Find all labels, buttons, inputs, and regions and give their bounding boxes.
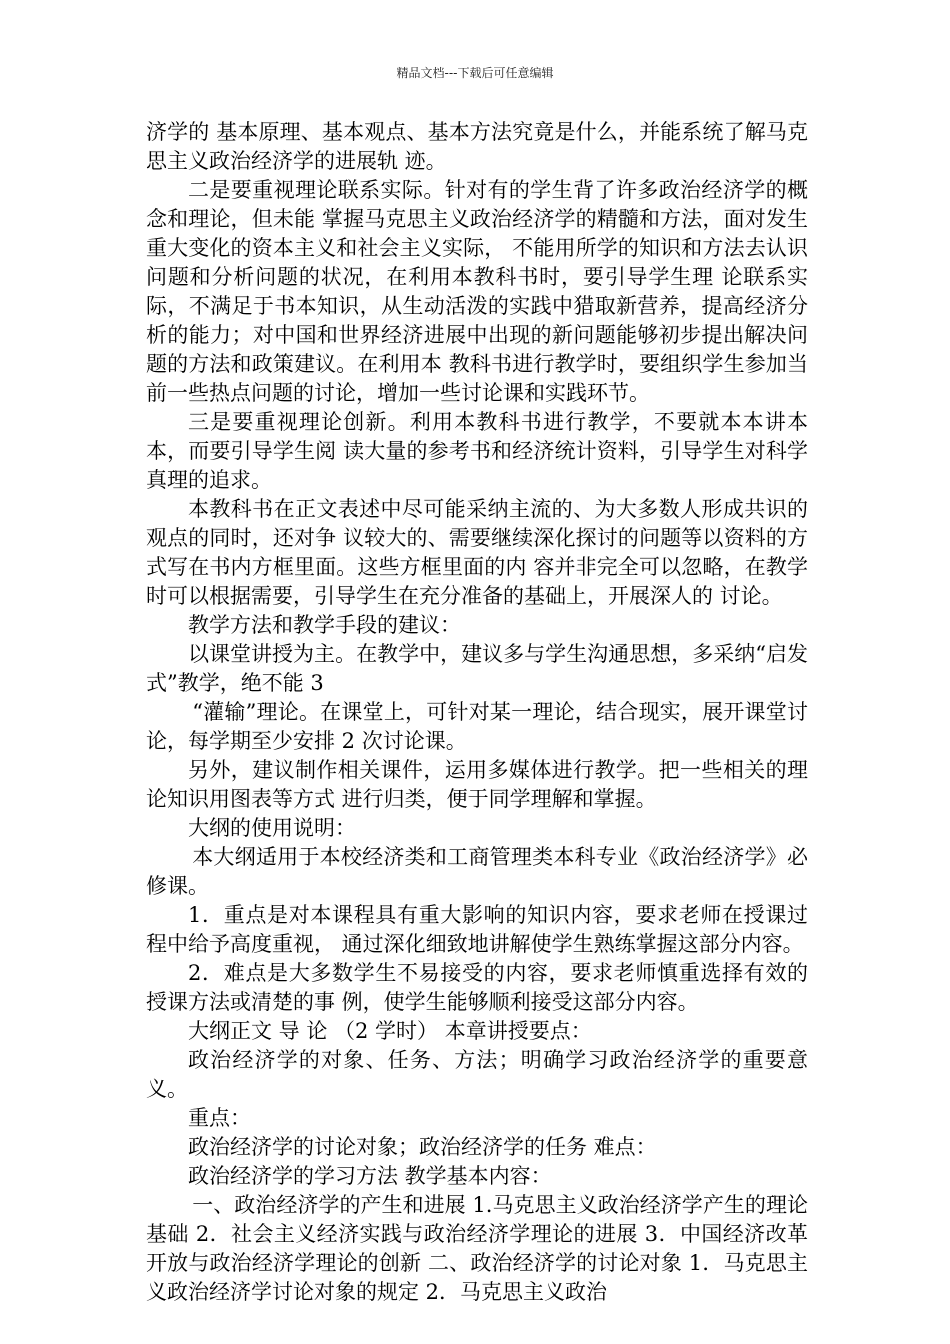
paragraph: 教学方法和教学手段的建议： [188, 613, 461, 637]
paragraph: 一、政治经济学的产生和进展 1.马克思主义政治经济学产生的理论基础 2．社会主义经济实践与政治经济学理论的进展 3．中国经济改革开放与政治经济学理论的创新 二、政治经济学的讨论对象 1．马克思主义政治经济学讨论对象的规定 2．马克思主义政治 [146, 1193, 808, 1304]
paragraph: 以课堂讲授为主。在教学中，建议多与学生沟通思想，多采纳“启发式”教学，绝不能 3 [146, 642, 808, 695]
paragraph: 2．难点是大多数学生不易接受的内容，要求老师慎重选择有效的授课方法或清楚的事 例，使学生能够顺利接受这部分内容。 [146, 961, 808, 1014]
paragraph: 二是要重视理论联系实际。针对有的学生背了许多政治经济学的概念和理论，但未能 掌握马克思主义政治经济学的精髓和方法，面对发生重大变化的资本主义和社会主义实际， 不能用所学的知识和方法去认识问题和分析问题的状况，在利用本教科书时，要引导学生理 论联系实际，不满足于书本知识，从生动活泼的实践中猎取新营养，提高经济分析的能力；对中国和世界经济进展中出现的新问题能够初步提出解决问题的方法和政策建议。在利用本 教科书进行教学时，要组织学生参加当前一些热点问题的讨论，增加一些讨论课和实践环节。 [146, 178, 808, 405]
paragraph: 政治经济学的对象、任务、方法；明确学习政治经济学的重要意义。 [146, 1048, 808, 1101]
paragraph: 本教科书在正文表述中尽可能采纳主流的、为大多数人形成共识的观点的同时，还对争 议较大的、需要继续深化探讨的问题等以资料的方式写在书内方框里面。这些方框里面的内 容并非完全可以忽略，在教学时可以根据需要，引导学生在充分准备的基础上，开展深人的 讨论。 [146, 497, 808, 608]
paragraph: 政治经济学的学习方法 教学基本内容： [188, 1164, 552, 1188]
paragraph: 另外，建议制作相关课件，运用多媒体进行教学。把一些相关的理论知识用图表等方式 进行归类，便于同学理解和掌握。 [146, 758, 808, 811]
paragraph: 本大纲适用于本校经济类和工商管理类本科专业《政治经济学》必修课。 [146, 845, 808, 898]
paragraph: 1．重点是对本课程具有重大影响的知识内容，要求老师在授课过程中给予高度重视， 通过深化细致地讲解使学生熟练掌握这部分内容。 [146, 903, 808, 956]
page-header: 精品文档---下载后可任意编辑 [396, 66, 554, 80]
paragraph: 三是要重视理论创新。利用本教科书进行教学，不要就本本讲本本，而要引导学生阅 读大量的参考书和经济统计资料，引导学生对科学真理的追求。 [146, 410, 808, 492]
paragraph: 大纲正文 导 论 （2 学时） 本章讲授要点： [188, 1019, 592, 1043]
paragraph: 重点： [188, 1106, 251, 1130]
paragraph: 济学的 基本原理、基本观点、基本方法究竟是什么，并能系统了解马克思主义政治经济学的进展轨 迹。 [146, 120, 808, 173]
paragraph: 大纲的使用说明： [188, 816, 356, 840]
paragraph: “灌输”理论。在课堂上，可针对某一理论，结合现实，展开课堂讨论，每学期至少安排 2 次讨论课。 [146, 700, 808, 753]
document-body [146, 118, 808, 1307]
paragraph: 政治经济学的讨论对象；政治经济学的任务 难点： [188, 1135, 657, 1159]
